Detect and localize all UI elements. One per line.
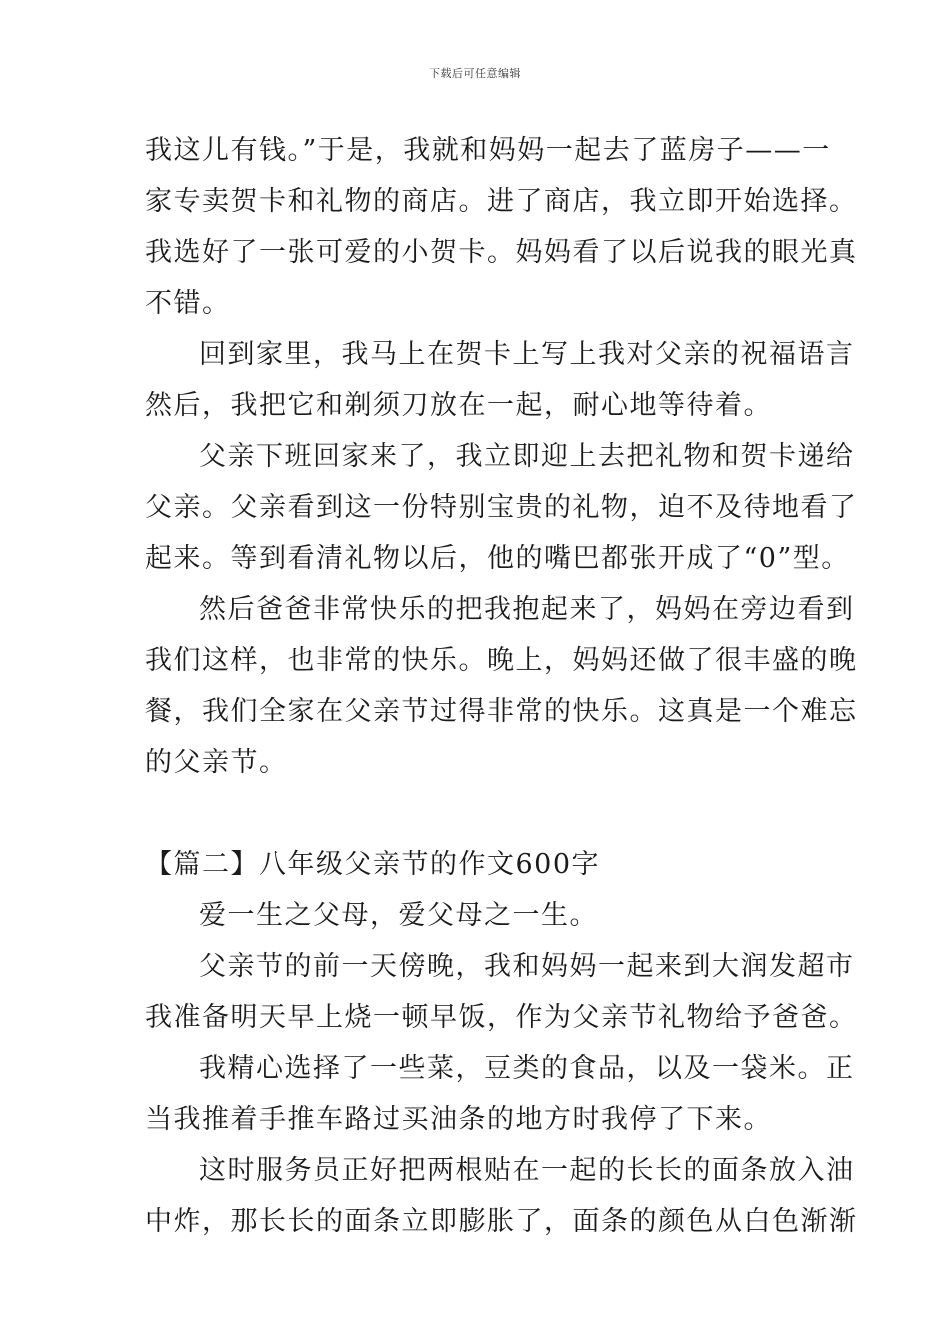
section-spacer [145,788,810,839]
paragraph [145,941,858,1043]
text-line: 父亲。父亲看到这一份特别宝贵的礼物，迫不及待地看了 [145,492,858,523]
paragraph [145,1145,858,1247]
header-note: 下载后可任意编辑 [429,67,521,80]
paragraph [145,329,855,431]
text-line: 家专卖贺卡和礼物的商店。进了商店，我立即开始选择。 [145,186,858,217]
text-line: 父亲下班回家来了，我立即迎上去把礼物和贺卡递给 [199,441,855,472]
text-line: 餐，我们全家在父亲节过得非常的快乐。这真是一个难忘 [145,696,858,727]
paragraph [145,431,858,584]
paragraph [145,1043,855,1145]
section-title: 【篇二】八年级父亲节的作文600字 [145,849,601,880]
text-line: 起来。等到看清礼物以后，他的嘴巴都张开成了“0”型。 [145,543,850,574]
text-line: 爱一生之父母，爱父母之一生。 [199,900,598,931]
text-line: 中炸，那长长的面条立即膨胀了，面条的颜色从白色渐渐 [145,1206,858,1237]
text-line: 我精心选择了一些菜，豆类的食品，以及一袋米。正 [199,1053,855,1084]
text-line: 我选好了一张可爱的小贺卡。妈妈看了以后说我的眼光真 [145,237,858,268]
paragraph [145,890,810,941]
text-line: 父亲节的前一天傍晚，我和妈妈一起来到大润发超市 [199,951,855,982]
paragraph [145,125,858,329]
text-line: 不错。 [145,288,231,319]
text-line: 回到家里，我马上在贺卡上写上我对父亲的祝福语言 [199,339,855,370]
text-line: 当我推着手推车路过买油条的地方时我停了下来。 [145,1104,772,1135]
text-line: 然后爸爸非常快乐的把我抱起来了，妈妈在旁边看到 [199,594,855,625]
text-line: 然后，我把它和剃须刀放在一起，耐心地等待着。 [145,390,772,421]
text-line: 我们这样，也非常的快乐。晚上，妈妈还做了很丰盛的晚 [145,645,858,676]
paragraph [145,584,858,788]
text-line: 我准备明天早上烧一顿早饭，作为父亲节礼物给予爸爸。 [145,1002,858,1033]
text-line: 的父亲节。 [145,747,288,778]
text-line: 我这儿有钱。”于是，我就和妈妈一起去了蓝房子——一 [145,135,831,166]
text-line: 这时服务员正好把两根贴在一起的长长的面条放入油 [199,1155,855,1186]
document-body [145,125,858,1247]
